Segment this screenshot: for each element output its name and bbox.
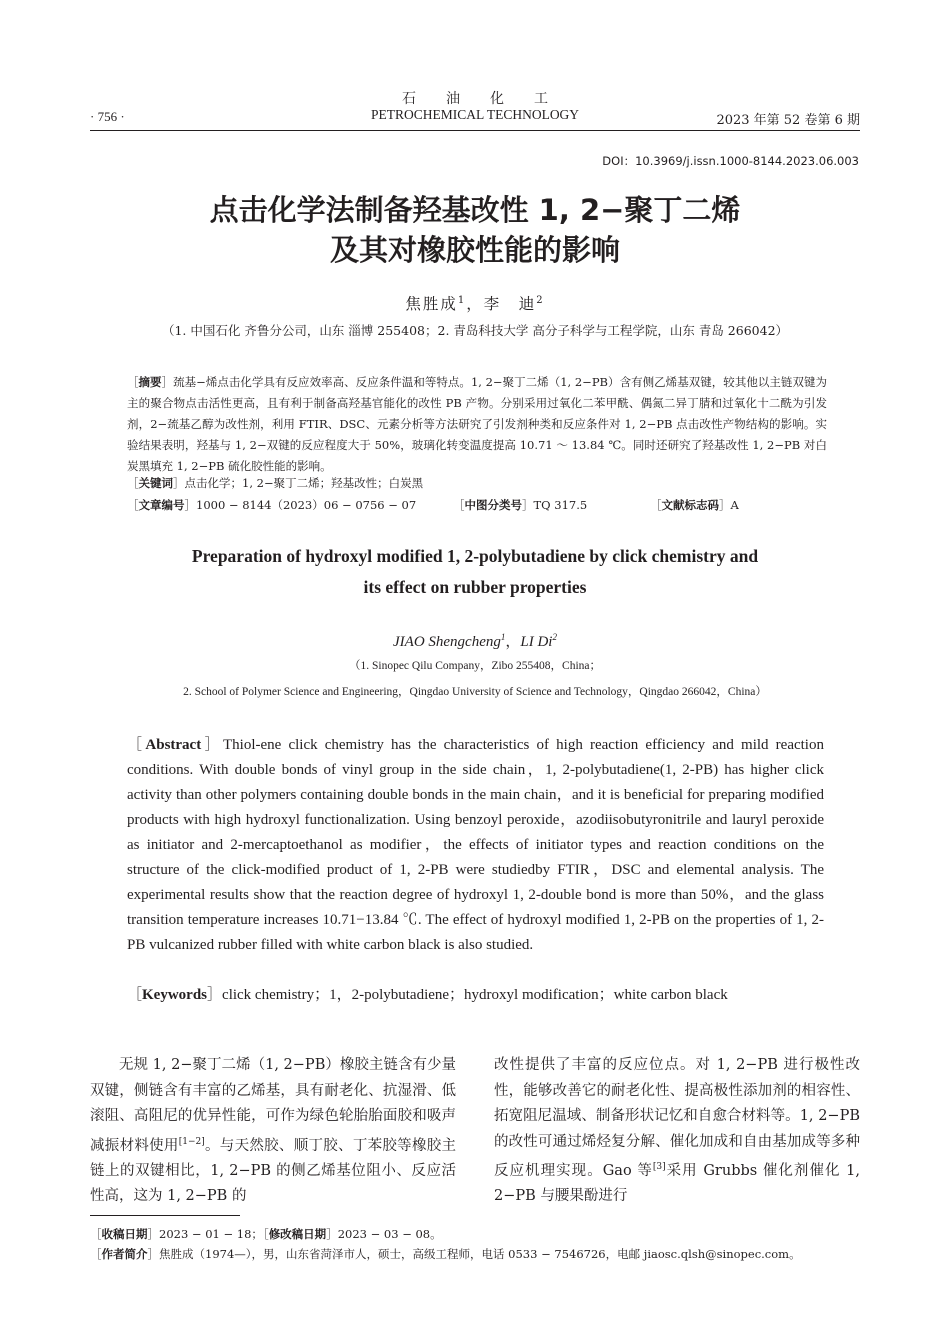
issue-info: 2023 年第 52 卷第 6 期	[716, 113, 860, 128]
abstract-cn-label: 摘要	[138, 375, 162, 389]
doi[interactable]: DOI：10.3969/j.issn.1000-8144.2023.06.003	[602, 154, 859, 168]
author-en-separator: ，	[505, 634, 521, 650]
document-code: ［文献标志码］A	[650, 498, 739, 512]
author-en-1-affil: 1	[500, 632, 506, 642]
keywords-en-label: Keywords	[142, 987, 208, 1003]
clc-value: TQ 317.5	[533, 498, 588, 512]
keywords-cn: ［关键词］点击化学；1, 2−聚丁二烯；羟基改性；白炭黑	[127, 476, 424, 490]
author-cn-separator: ，	[466, 295, 484, 313]
author-en-2-affil: 2	[552, 632, 557, 642]
body-column-left	[90, 1053, 456, 1210]
title-cn-line2: 及其对橡胶性能的影响	[329, 233, 620, 267]
author-cn-2: 李 迪	[483, 295, 537, 313]
article-number-label: 文章编号	[138, 498, 185, 512]
authors-en	[0, 630, 950, 651]
body-right-text-a: 改性提供了丰富的反应位点。对 1, 2−PB 进行极性改性，能够改善它的耐老化性、提高极性添加剂的相容性、拓宽阻尼温域、制备形状记忆和自愈合材料等。1, 2−PB 的改性可通过烯烃复分解、催化加成和自由基加成等多种反应机理实现。Gao 等	[494, 1057, 860, 1179]
footnote-dates: ［收稿日期］2023 − 01 − 18；［修改稿日期］2023 − 03 − 08。	[90, 1227, 442, 1241]
author-cn-2-affil: 2	[536, 294, 545, 306]
title-cn-line1: 点击化学法制备羟基改性 1, 2−聚丁二烯	[209, 193, 741, 227]
abstract-en-label-wrap: ［Abstract］	[127, 737, 223, 753]
author-en-1: JIAO Shengcheng	[393, 634, 501, 650]
affiliation-en-line2: 2. School of Polymer Science and Engineering，Qingdao University of Science and Technology，Qingdao 266042，China）	[183, 686, 767, 698]
revised-label: 修改稿日期	[268, 1227, 327, 1241]
affiliation-en-line1: （1. Sinopec Qilu Company，Zibo 255408，China；	[348, 660, 602, 672]
affiliation-cn: （1. 中国石化 齐鲁分公司，山东 淄博 255408；2. 青岛科技大学 高分子科学与工程学院，山东 青岛 266042）	[161, 323, 789, 338]
journal-name-cn: 石油化工	[402, 91, 578, 107]
citation-1-2[interactable]: [1−2]	[178, 1136, 205, 1147]
authors-cn	[0, 292, 950, 314]
keywords-en: ［Keywords］click chemistry；1，2-polybutadiene；hydroxyl modification；white carbon black	[127, 987, 728, 1003]
footnote-author: ［作者简介］焦胜成（1974—），男，山东省菏泽市人，硕士，高级工程师，电话 0533 − 7546726，电邮 jiaosc.qlsh@sinopec.com。	[90, 1247, 801, 1261]
body-left-text-a: 无规 1, 2−聚丁二烯（1, 2−PB）橡胶主链含有少量双键，侧链含有丰富的乙烯基，具有耐老化、抗湿滑、低滚阻、高阻尼的优异性能，可作为绿色轮胎胎面胶和吸声减振材料使用	[90, 1057, 456, 1154]
received-date: 2023 − 01 − 18；	[159, 1227, 263, 1241]
article-number: ［文章编号］1000 − 8144（2023）06 − 0756 − 07	[127, 498, 417, 512]
document-code-label: 文献标志码	[661, 498, 719, 512]
journal-name-en: PETROCHEMICAL TECHNOLOGY	[370, 107, 580, 122]
title-en-line2: its effect on rubber properties	[363, 577, 587, 597]
article-number-value: 1000 − 8144（2023）06 − 0756 − 07	[196, 498, 417, 512]
title-cn	[0, 190, 950, 270]
author-info-text: 焦胜成（1974—），男，山东省菏泽市人，硕士，高级工程师，电话 0533 − 7546726，电邮 jiaosc.qlsh@sinopec.com。	[159, 1247, 801, 1261]
author-cn-1-affil: 1	[457, 294, 467, 306]
abstract-cn-label-wrap: ［摘要］	[127, 375, 174, 389]
body-column-right	[494, 1053, 860, 1210]
citation-3[interactable]: [3]	[652, 1162, 666, 1172]
keywords-cn-label: 关键词	[138, 476, 173, 490]
header-rule	[90, 130, 860, 131]
body-left-text-b: 。与天然胶、顺丁胶、丁苯胶等橡胶主链上的双键相比，1, 2−PB 的侧乙烯基位阻小、反应活性高，这为 1, 2−PB 的	[90, 1137, 457, 1205]
title-en-line1: Preparation of hydroxyl modified 1, 2-polybutadiene by click chemistry and	[191, 546, 759, 566]
author-cn-1: 焦胜成	[405, 295, 458, 313]
clc-number: ［中图分类号］TQ 317.5	[453, 498, 588, 512]
title-en	[0, 541, 950, 603]
abstract-en	[127, 733, 824, 958]
abstract-en-text: Thiol-ene click chemistry has the characteristics of high reaction efficiency and mild reaction conditions. With double bonds of vinyl group in the side chain，1, 2-polybutadiene(1, 2-PB) has higher click activity than other polymers containing double bonds in the main chain，and it is beneficial for preparing modified products with high hydroxyl functionalization. Using benzoyl peroxide，azodiisobutyronitrile and lauryl peroxide as initiator and 2-mercaptoethanol as modifier，the effects of initiator types and reaction conditions on the structure of the click-modified product of 1, 2-PB were studiedby FTIR，DSC and elemental analysis. The experimental results show that the reaction degree of hydroxyl 1, 2-double bond is more than 50%，and the glass transition temperature increases 10.71−13.84 ℃. The effect of hydroxyl modified 1, 2-PB on the properties of 1, 2-PB vulcanized rubber filled with white carbon black is also studied.	[127, 737, 824, 953]
abstract-cn	[127, 372, 827, 477]
page-number: · 756 ·	[90, 109, 125, 124]
author-info-label: 作者简介	[101, 1247, 148, 1261]
clc-label: 中图分类号	[464, 498, 522, 512]
document-code-value: A	[730, 498, 739, 512]
keywords-cn-text: 点击化学；1, 2−聚丁二烯；羟基改性；白炭黑	[184, 476, 424, 490]
received-label: 收稿日期	[101, 1227, 148, 1241]
abstract-en-label: Abstract	[145, 737, 202, 753]
keywords-en-text: click chemistry；1，2-polybutadiene；hydroxyl modification；white carbon black	[222, 987, 728, 1003]
footnote-rule	[90, 1215, 240, 1216]
author-en-2: LI Di	[520, 634, 553, 650]
body-right-text-b: 采用 Grubbs 催化剂催化 1, 2−PB 与腰果酚进行	[494, 1162, 860, 1205]
abstract-cn-text: 巯基−烯点击化学具有反应效率高、反应条件温和等特点。1, 2−聚丁二烯（1, 2−PB）含有侧乙烯基双键，较其他以主链双键为主的聚合物点击活性更高，且有利于制备高羟基官能化的改性 PB 产物。分别采用过氧化二苯甲酰、偶氮二异丁腈和过氧化十二酰为引发剂，2−巯基乙醇为改性剂，利用 FTIR、DSC、元素分析等方法研究了引发剂种类和反应条件对 1, 2−PB 点击改性产物结构的影响。实验结果表明，羟基与 1, 2−双键的反应程度大于 50%，玻璃化转变温度提高 10.71 ～ 13.84 ℃。同时还研究了羟基改性 1, 2−PB 对白炭黑填充 1, 2−PB 硫化胶性能的影响。	[127, 375, 828, 473]
revised-date: 2023 − 03 − 08。	[337, 1227, 442, 1241]
